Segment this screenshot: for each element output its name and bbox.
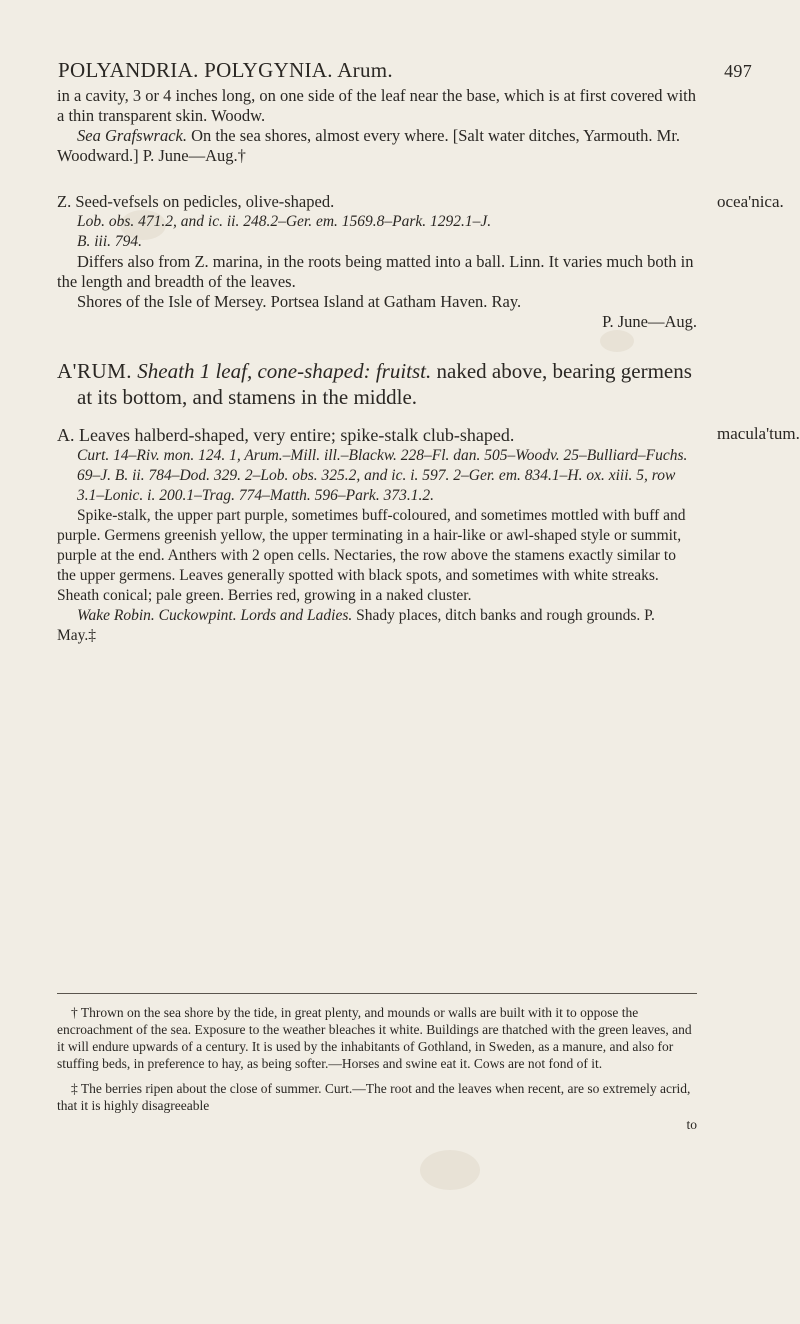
continuation-habitat (57, 126, 697, 166)
page-number: 497 (724, 61, 752, 81)
spacer (57, 332, 697, 358)
common-names-italic: Wake Robin. Cuckowpint. Lords and Ladies. (77, 607, 353, 624)
references-italic: Curt. 14–Riv. mon. 124. 1, Arum.–Mill. ill.–Blackw. 228–Fl. dan. 505–Woodv. 25–Bulliard–Fuchs. 69–J. B. ii. 784–Dod. 329. 2–Lob. obs. 325.2, and ic. i. 597. 2–Ger. em. 834.1–H. ox. xiii. 5, row 3.1–Lonic. i. 200.1–Trag. 774–Matth. 596–Park. 373.1.2. (77, 447, 688, 504)
genus-sheath: Sheath 1 leaf, cone-shaped: (137, 359, 371, 383)
running-header (58, 58, 752, 83)
references-italic: Lob. obs. 471.2, and ic. ii. 248.2–Ger. em. 1569.8–Park. 1292.1–J. (77, 213, 492, 230)
genus-fruit-label: fruitst. (375, 359, 432, 383)
genus-description: naked above, bearing germens at its bottom, and stamens in the middle. (77, 359, 692, 409)
species-z-margin-name: ocea'nica. (717, 192, 784, 211)
common-name-italic: Sea Grafswrack. (77, 126, 187, 145)
species-a-label: A. Leaves halberd-shaped, very entire; spike-stalk club-shaped. (57, 425, 515, 445)
habitat-text: Shady places, ditch banks and rough grounds. (356, 607, 641, 624)
spacer (57, 166, 697, 192)
species-z-season: P. June—Aug. (602, 312, 697, 331)
species-z-label: Z. Seed-vefsels on pedicles, olive-shaped. (57, 192, 335, 211)
references-italic: B. iii. 794. (77, 233, 143, 250)
genus-arum (57, 358, 697, 410)
habitat-text: On the sea shores, almost every where. [Salt water ditches, Yarmouth. Mr. Woodward.] P. June—Aug.† (57, 126, 681, 165)
species-z-refs-2 (57, 232, 697, 252)
footnote-rule (57, 993, 697, 994)
species-a-block (57, 424, 800, 446)
species-a-margin-name: macula'tum. (717, 424, 800, 443)
genus-name: A'RUM. (57, 359, 133, 383)
species-a-description: Spike-stalk, the upper part purple, sometimes buff-coloured, and sometimes mottled with buff and purple. Germens greenish yellow, the upper terminating in a hair-like or awl-shaped style or summit, purple at the end. Anthers with 2 open cells. Nectaries, the row above the stamens exactly similar to the upper germens. Leaves generally spotted with black spots, and sometimes with white streaks. Sheath conical; pale green. Berries red, growing in a naked cluster. (57, 507, 686, 604)
season-text: P. May.‡ (57, 607, 655, 644)
continuation-paragraph: in a cavity, 3 or 4 inches long, on one side of the leaf near the base, which is at first covered with a thin transparent skin. Woodw. (57, 86, 697, 125)
footnote-double-dagger: ‡ The berries ripen about the close of summer. Curt.—The root and the leaves when recent, are so extremely acrid, that it is highly disagreeable (57, 1081, 691, 1113)
species-z-refs-1 (57, 212, 697, 232)
footnote-dagger: † Thrown on the sea shore by the tide, in great plenty, and mounds or walls are built with it to oppose the encroachment of the sea. Exposure to the weather bleaches it white. Buildings are thatched with the green leaves, and it will endure upwards of a century. It is used by the inhabitants of Gothland, in Sweden, as a manure, and also for stuffing beds, in preference to hay, as being softer.—Horses and swine eat it. Cows are not fond of it. (57, 1005, 692, 1071)
running-title: POLYANDRIA. POLYGYNIA. Arum. (58, 58, 393, 82)
spacer (57, 410, 697, 424)
footnotes (57, 1004, 697, 1133)
catchword: to (686, 1117, 697, 1132)
species-z-habitat: Shores of the Isle of Mersey. Portsea Island at Gatham Haven. Ray. (77, 292, 522, 311)
species-z-block (57, 192, 784, 212)
species-z-description: Differs also from Z. marina, in the roots being matted into a ball. Linn. It varies much both in the length and breadth of the leaves. (57, 252, 694, 291)
species-a-common-names (57, 606, 697, 646)
main-text (57, 86, 800, 646)
paper-stain (420, 1150, 480, 1190)
species-a-refs (57, 446, 697, 506)
